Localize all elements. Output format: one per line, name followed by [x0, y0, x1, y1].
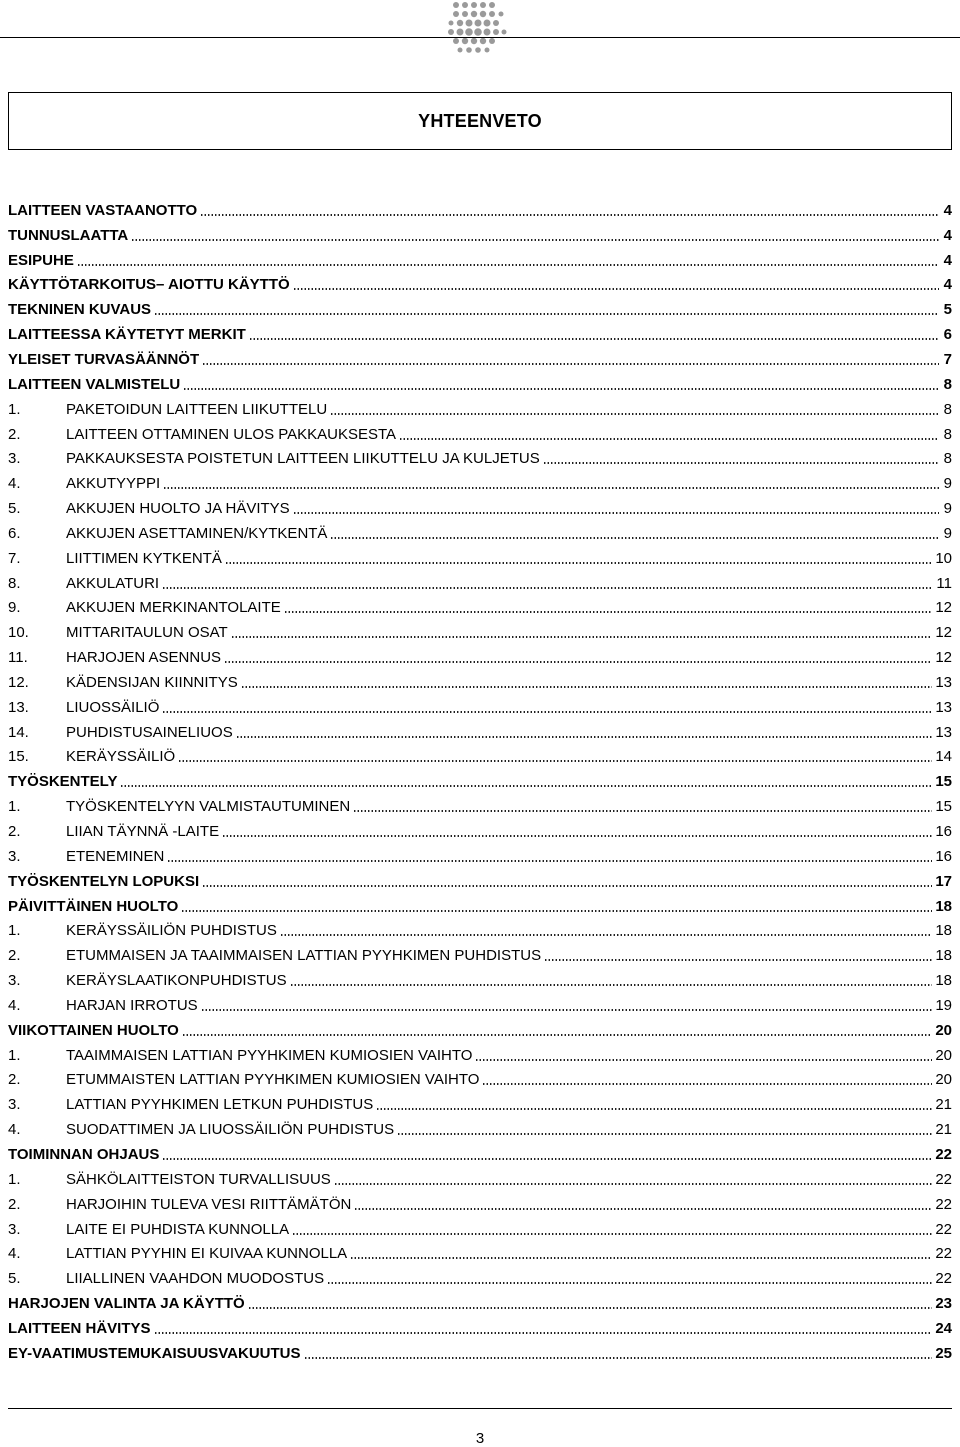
- toc-entry-title: PÄIVITTÄINEN HUOLTO: [8, 897, 179, 915]
- toc-entry[interactable]: [8, 720, 952, 745]
- toc-entry-page: 4: [943, 251, 952, 269]
- toc-entry[interactable]: [8, 1241, 952, 1266]
- toc-entry-page: 8: [943, 375, 952, 393]
- toc-entry-page: 22: [935, 1245, 952, 1263]
- toc-entry-title: LIITTIMEN KYTKENTÄ: [66, 549, 222, 567]
- toc-entry[interactable]: [8, 670, 952, 695]
- toc-entry[interactable]: [8, 819, 952, 844]
- toc-entry-page: 22: [935, 1220, 952, 1238]
- toc-entry-page: 9: [943, 524, 952, 542]
- toc-dot-leader: [182, 1034, 932, 1036]
- toc-entry-title: VIIKOTTAINEN HUOLTO: [8, 1021, 179, 1039]
- toc-entry-page: 13: [935, 673, 952, 691]
- toc-entry-number: 2.: [8, 1071, 21, 1089]
- toc-dot-leader: [284, 611, 933, 613]
- toc-entry[interactable]: [8, 794, 952, 819]
- toc-entry-number: 2.: [8, 823, 21, 841]
- toc-entry[interactable]: [8, 347, 952, 372]
- toc-entry[interactable]: [8, 1043, 952, 1068]
- toc-entry-title: LATTIAN PYYHIN EI KUIVAA KUNNOLLA: [66, 1245, 348, 1263]
- toc-entry-page: 4: [943, 201, 952, 219]
- toc-entry-title: YLEISET TURVASÄÄNNÖT: [8, 350, 200, 368]
- toc-dot-leader: [280, 934, 932, 936]
- toc-entry-title: MITTARITAULUN OSAT: [66, 624, 228, 642]
- toc-entry-number: 8.: [8, 574, 21, 592]
- toc-entry[interactable]: [8, 1092, 952, 1117]
- toc-dot-leader: [330, 537, 939, 539]
- toc-entry[interactable]: [8, 968, 952, 993]
- toc-entry-page: 8: [943, 425, 952, 443]
- toc-entry-title: PAKETOIDUN LAITTEEN LIIKUTTELU: [66, 400, 328, 418]
- toc-entry-title: KERÄYSSÄILIÖ: [66, 748, 176, 766]
- toc-dot-leader: [202, 885, 932, 887]
- toc-entry-title: TAAIMMAISEN LATTIAN PYYHKIMEN KUMIOSIEN VAIHTO: [66, 1046, 473, 1064]
- toc-entry-page: 13: [935, 723, 952, 741]
- toc-entry-page: 21: [935, 1121, 952, 1139]
- toc-dot-leader: [202, 363, 939, 365]
- toc-entry-page: 20: [935, 1021, 952, 1039]
- toc-entry[interactable]: [8, 620, 952, 645]
- toc-entry-title: LAITTEESSA KÄYTETYT MERKIT: [8, 326, 246, 344]
- toc-entry-number: 13.: [8, 698, 29, 716]
- page-title: YHTEENVETO: [418, 110, 542, 131]
- toc-dot-leader: [249, 338, 939, 340]
- toc-entry-number: 5.: [8, 500, 21, 518]
- toc-dot-leader: [167, 860, 932, 862]
- toc-entry-page: 12: [935, 624, 952, 642]
- toc-entry-page: 19: [935, 996, 952, 1014]
- toc-dot-leader: [304, 1357, 933, 1359]
- toc-entry-number: 4.: [8, 1245, 21, 1263]
- toc-entry-title: ETUMMAISEN JA TAAIMMAISEN LATTIAN PYYHKIMEN PUHDISTUS: [66, 947, 542, 965]
- toc-entry-page: 16: [935, 823, 952, 841]
- toc-entry-page: 10: [935, 549, 952, 567]
- toc-entry-number: 15.: [8, 748, 29, 766]
- toc-dot-leader: [162, 1158, 932, 1160]
- toc-entry[interactable]: [8, 546, 952, 571]
- toc-dot-leader: [334, 1183, 933, 1185]
- toc-entry-page: 20: [935, 1046, 952, 1064]
- toc-entry-number: 3.: [8, 1220, 21, 1238]
- toc-entry-title: TYÖSKENTELY: [8, 773, 118, 791]
- toc-entry-number: 2.: [8, 1195, 21, 1213]
- toc-dot-leader: [163, 487, 939, 489]
- toc-entry-page: 6: [943, 326, 952, 344]
- toc-entry-title: LIIALLINEN VAAHDON MUODOSTUS: [66, 1270, 325, 1288]
- toc-entry-page: 15: [935, 798, 952, 816]
- toc-entry-page: 21: [935, 1096, 952, 1114]
- toc-dot-leader: [292, 1233, 932, 1235]
- toc-entry-title: HARJOIHIN TULEVA VESI RIITTÄMÄTÖN: [66, 1195, 352, 1213]
- toc-entry-title: SUODATTIMEN JA LIUOSSÄILIÖN PUHDISTUS: [66, 1121, 395, 1139]
- toc-entry-number: 1.: [8, 798, 21, 816]
- toc-entry[interactable]: [8, 993, 952, 1018]
- toc-dot-leader: [482, 1083, 932, 1085]
- toc-entry-page: 5: [943, 301, 952, 319]
- toc-dot-leader: [201, 1009, 933, 1011]
- toc-entry[interactable]: [8, 273, 952, 298]
- toc-dot-leader: [353, 810, 932, 812]
- toc-entry-page: 22: [935, 1170, 952, 1188]
- toc-entry[interactable]: [8, 1192, 952, 1217]
- toc-entry[interactable]: [8, 198, 952, 223]
- toc-entry-number: 7.: [8, 549, 21, 567]
- toc-entry-page: 14: [935, 748, 952, 766]
- toc-entry-page: 9: [943, 500, 952, 518]
- toc-entry-page: 22: [935, 1195, 952, 1213]
- toc-dot-leader: [544, 959, 932, 961]
- toc-entry-title: SÄHKÖLAITTEISTON TURVALLISUUS: [66, 1170, 331, 1188]
- toc-dot-leader: [120, 785, 932, 787]
- toc-dot-leader: [200, 214, 939, 216]
- toc-entry-number: 4.: [8, 996, 21, 1014]
- toc-entry-title: AKKUTYYPPI: [66, 475, 161, 493]
- toc-entry-number: 12.: [8, 673, 29, 691]
- toc-dot-leader: [293, 288, 939, 290]
- toc-entry-number: 1.: [8, 1170, 21, 1188]
- toc-entry-title: TEKNINEN KUVAUS: [8, 301, 152, 319]
- toc-dot-leader: [290, 984, 933, 986]
- toc-dot-leader: [236, 736, 933, 738]
- toc-entry-title: LIUOSSÄILIÖ: [66, 698, 160, 716]
- toc-entry-title: TOIMINNAN OHJAUS: [8, 1145, 160, 1163]
- toc-entry-title: ETUMMAISTEN LATTIAN PYYHKIMEN KUMIOSIEN VAIHTO: [66, 1071, 480, 1089]
- toc-dot-leader: [154, 313, 939, 315]
- toc-entry-page: 4: [943, 226, 952, 244]
- table-of-contents: [8, 198, 952, 1366]
- toc-entry-page: 13: [935, 698, 952, 716]
- toc-entry-number: 2.: [8, 947, 21, 965]
- toc-dot-leader: [397, 1133, 932, 1135]
- toc-entry[interactable]: [8, 1167, 952, 1192]
- toc-entry[interactable]: [8, 918, 952, 943]
- toc-dot-leader: [399, 438, 939, 440]
- toc-entry-page: 17: [935, 872, 952, 890]
- toc-dot-leader: [543, 462, 939, 464]
- toc-entry[interactable]: [8, 322, 952, 347]
- toc-entry[interactable]: [8, 844, 952, 869]
- toc-entry-page: 18: [935, 947, 952, 965]
- toc-entry-page: 18: [935, 972, 952, 990]
- toc-entry-title: AKKUJEN ASETTAMINEN/KYTKENTÄ: [66, 524, 328, 542]
- toc-entry[interactable]: [8, 521, 952, 546]
- toc-entry-number: 4.: [8, 1121, 21, 1139]
- header-rule: [0, 37, 960, 38]
- toc-dot-leader: [231, 636, 933, 638]
- toc-entry-title: AKKULATURI: [66, 574, 160, 592]
- toc-entry-title: HARJOJEN ASENNUS: [66, 649, 222, 667]
- toc-entry[interactable]: [8, 297, 952, 322]
- toc-entry-title: KÄDENSIJAN KIINNITYS: [66, 673, 238, 691]
- toc-dot-leader: [131, 239, 939, 241]
- toc-dot-leader: [162, 711, 932, 713]
- logo-dot-grid-icon: [446, 0, 508, 56]
- toc-dot-leader: [248, 1307, 933, 1309]
- toc-entry[interactable]: [8, 1316, 952, 1341]
- toc-entry-title: LAITTEEN VALMISTELU: [8, 375, 181, 393]
- toc-entry-number: 9.: [8, 599, 21, 617]
- toc-entry-number: 3.: [8, 847, 21, 865]
- toc-dot-leader: [330, 413, 939, 415]
- toc-entry[interactable]: [8, 1068, 952, 1093]
- toc-entry-number: 10.: [8, 624, 29, 642]
- toc-entry-page: 4: [943, 276, 952, 294]
- toc-entry-number: 1.: [8, 1046, 21, 1064]
- toc-entry[interactable]: [8, 571, 952, 596]
- toc-entry-page: 25: [935, 1344, 952, 1362]
- toc-entry-title: HARJAN IRROTUS: [66, 996, 198, 1014]
- toc-entry-title: LAITTEEN OTTAMINEN ULOS PAKKAUKSESTA: [66, 425, 397, 443]
- toc-entry-title: LAITTEEN HÄVITYS: [8, 1319, 151, 1337]
- toc-entry[interactable]: [8, 1266, 952, 1291]
- toc-entry-page: 16: [935, 847, 952, 865]
- toc-dot-leader: [77, 264, 939, 266]
- toc-entry[interactable]: [8, 1142, 952, 1167]
- toc-entry[interactable]: [8, 943, 952, 968]
- toc-entry-title: LIIAN TÄYNNÄ -LAITE: [66, 823, 220, 841]
- toc-dot-leader: [475, 1059, 932, 1061]
- toc-entry-page: 24: [935, 1319, 952, 1337]
- toc-entry-title: LAITTEEN VASTAANOTTO: [8, 201, 198, 219]
- toc-entry-number: 11.: [8, 649, 28, 667]
- footer-rule: [8, 1408, 952, 1409]
- toc-entry[interactable]: [8, 1291, 952, 1316]
- toc-entry-title: EY-VAATIMUSTEMUKAISUUSVAKUUTUS: [8, 1344, 301, 1362]
- toc-entry[interactable]: [8, 422, 952, 447]
- toc-entry-number: 2.: [8, 425, 21, 443]
- toc-dot-leader: [376, 1108, 932, 1110]
- toc-entry-number: 5.: [8, 1270, 21, 1288]
- toc-entry-page: 12: [935, 599, 952, 617]
- toc-entry-title: KERÄYSSÄILIÖN PUHDISTUS: [66, 922, 277, 940]
- toc-entry-page: 12: [935, 649, 952, 667]
- toc-dot-leader: [327, 1282, 932, 1284]
- toc-entry-title: PAKKAUKSESTA POISTETUN LAITTEEN LIIKUTTELU JA KULJETUS: [66, 450, 540, 468]
- toc-dot-leader: [224, 661, 932, 663]
- toc-entry-number: 14.: [8, 723, 29, 741]
- toc-entry[interactable]: [8, 471, 952, 496]
- toc-entry[interactable]: [8, 223, 952, 248]
- toc-entry-page: 22: [935, 1145, 952, 1163]
- toc-entry-page: 9: [943, 475, 952, 493]
- toc-entry-page: 15: [935, 773, 952, 791]
- toc-entry-page: 18: [935, 897, 952, 915]
- toc-entry[interactable]: [8, 446, 952, 471]
- toc-entry-page: 23: [935, 1295, 952, 1313]
- toc-entry-title: TYÖSKENTELYN LOPUKSI: [8, 872, 200, 890]
- toc-dot-leader: [293, 512, 939, 514]
- toc-entry[interactable]: [8, 496, 952, 521]
- toc-entry[interactable]: [8, 769, 952, 794]
- toc-entry-page: 11: [936, 574, 952, 592]
- toc-entry-number: 3.: [8, 1096, 21, 1114]
- title-box: [8, 92, 952, 150]
- toc-entry[interactable]: [8, 695, 952, 720]
- toc-dot-leader: [222, 835, 932, 837]
- toc-dot-leader: [181, 910, 932, 912]
- toc-entry-title: TYÖSKENTELYYN VALMISTAUTUMINEN: [66, 798, 351, 816]
- toc-dot-leader: [350, 1257, 932, 1259]
- toc-entry[interactable]: [8, 248, 952, 273]
- toc-entry[interactable]: [8, 1117, 952, 1142]
- page-number: 3: [475, 1430, 485, 1447]
- toc-entry-page: 7: [943, 350, 952, 368]
- toc-entry[interactable]: [8, 372, 952, 397]
- toc-entry-title: AKKUJEN HUOLTO JA HÄVITYS: [66, 500, 290, 518]
- toc-entry[interactable]: [8, 645, 952, 670]
- toc-entry[interactable]: [8, 1217, 952, 1242]
- toc-dot-leader: [162, 587, 933, 589]
- toc-entry[interactable]: [8, 397, 952, 422]
- toc-dot-leader: [241, 686, 933, 688]
- toc-entry-title: KÄYTTÖTARKOITUS– AIOTTU KÄYTTÖ: [8, 276, 290, 294]
- toc-entry-number: 1.: [8, 400, 21, 418]
- toc-entry-title: ESIPUHE: [8, 251, 74, 269]
- toc-entry[interactable]: [8, 1018, 952, 1043]
- toc-entry-page: 8: [943, 400, 952, 418]
- toc-entry-number: 3.: [8, 450, 21, 468]
- toc-entry-number: 6.: [8, 524, 21, 542]
- toc-entry-title: ETENEMINEN: [66, 847, 165, 865]
- toc-entry-title: KERÄYSLAATIKONPUHDISTUS: [66, 972, 287, 990]
- toc-dot-leader: [225, 562, 932, 564]
- toc-entry-number: 4.: [8, 475, 21, 493]
- toc-entry-page: 20: [935, 1071, 952, 1089]
- toc-entry-title: AKKUJEN MERKINANTOLAITE: [66, 599, 281, 617]
- toc-entry-title: HARJOJEN VALINTA JA KÄYTTÖ: [8, 1295, 245, 1313]
- toc-entry[interactable]: [8, 1341, 952, 1366]
- toc-entry-title: LATTIAN PYYHKIMEN LETKUN PUHDISTUS: [66, 1096, 374, 1114]
- toc-dot-leader: [154, 1332, 933, 1334]
- toc-dot-leader: [183, 388, 939, 390]
- toc-entry-title: TUNNUSLAATTA: [8, 226, 129, 244]
- toc-entry-page: 22: [935, 1270, 952, 1288]
- toc-entry[interactable]: [8, 596, 952, 621]
- toc-entry-title: LAITE EI PUHDISTA KUNNOLLA: [66, 1220, 290, 1238]
- toc-entry[interactable]: [8, 894, 952, 919]
- toc-entry[interactable]: [8, 745, 952, 770]
- toc-entry-number: 1.: [8, 922, 21, 940]
- toc-entry[interactable]: [8, 869, 952, 894]
- toc-dot-leader: [178, 760, 932, 762]
- toc-entry-title: PUHDISTUSAINELIUOS: [66, 723, 233, 741]
- toc-entry-number: 3.: [8, 972, 21, 990]
- toc-entry-page: 18: [935, 922, 952, 940]
- toc-dot-leader: [354, 1208, 932, 1210]
- toc-entry-page: 8: [943, 450, 952, 468]
